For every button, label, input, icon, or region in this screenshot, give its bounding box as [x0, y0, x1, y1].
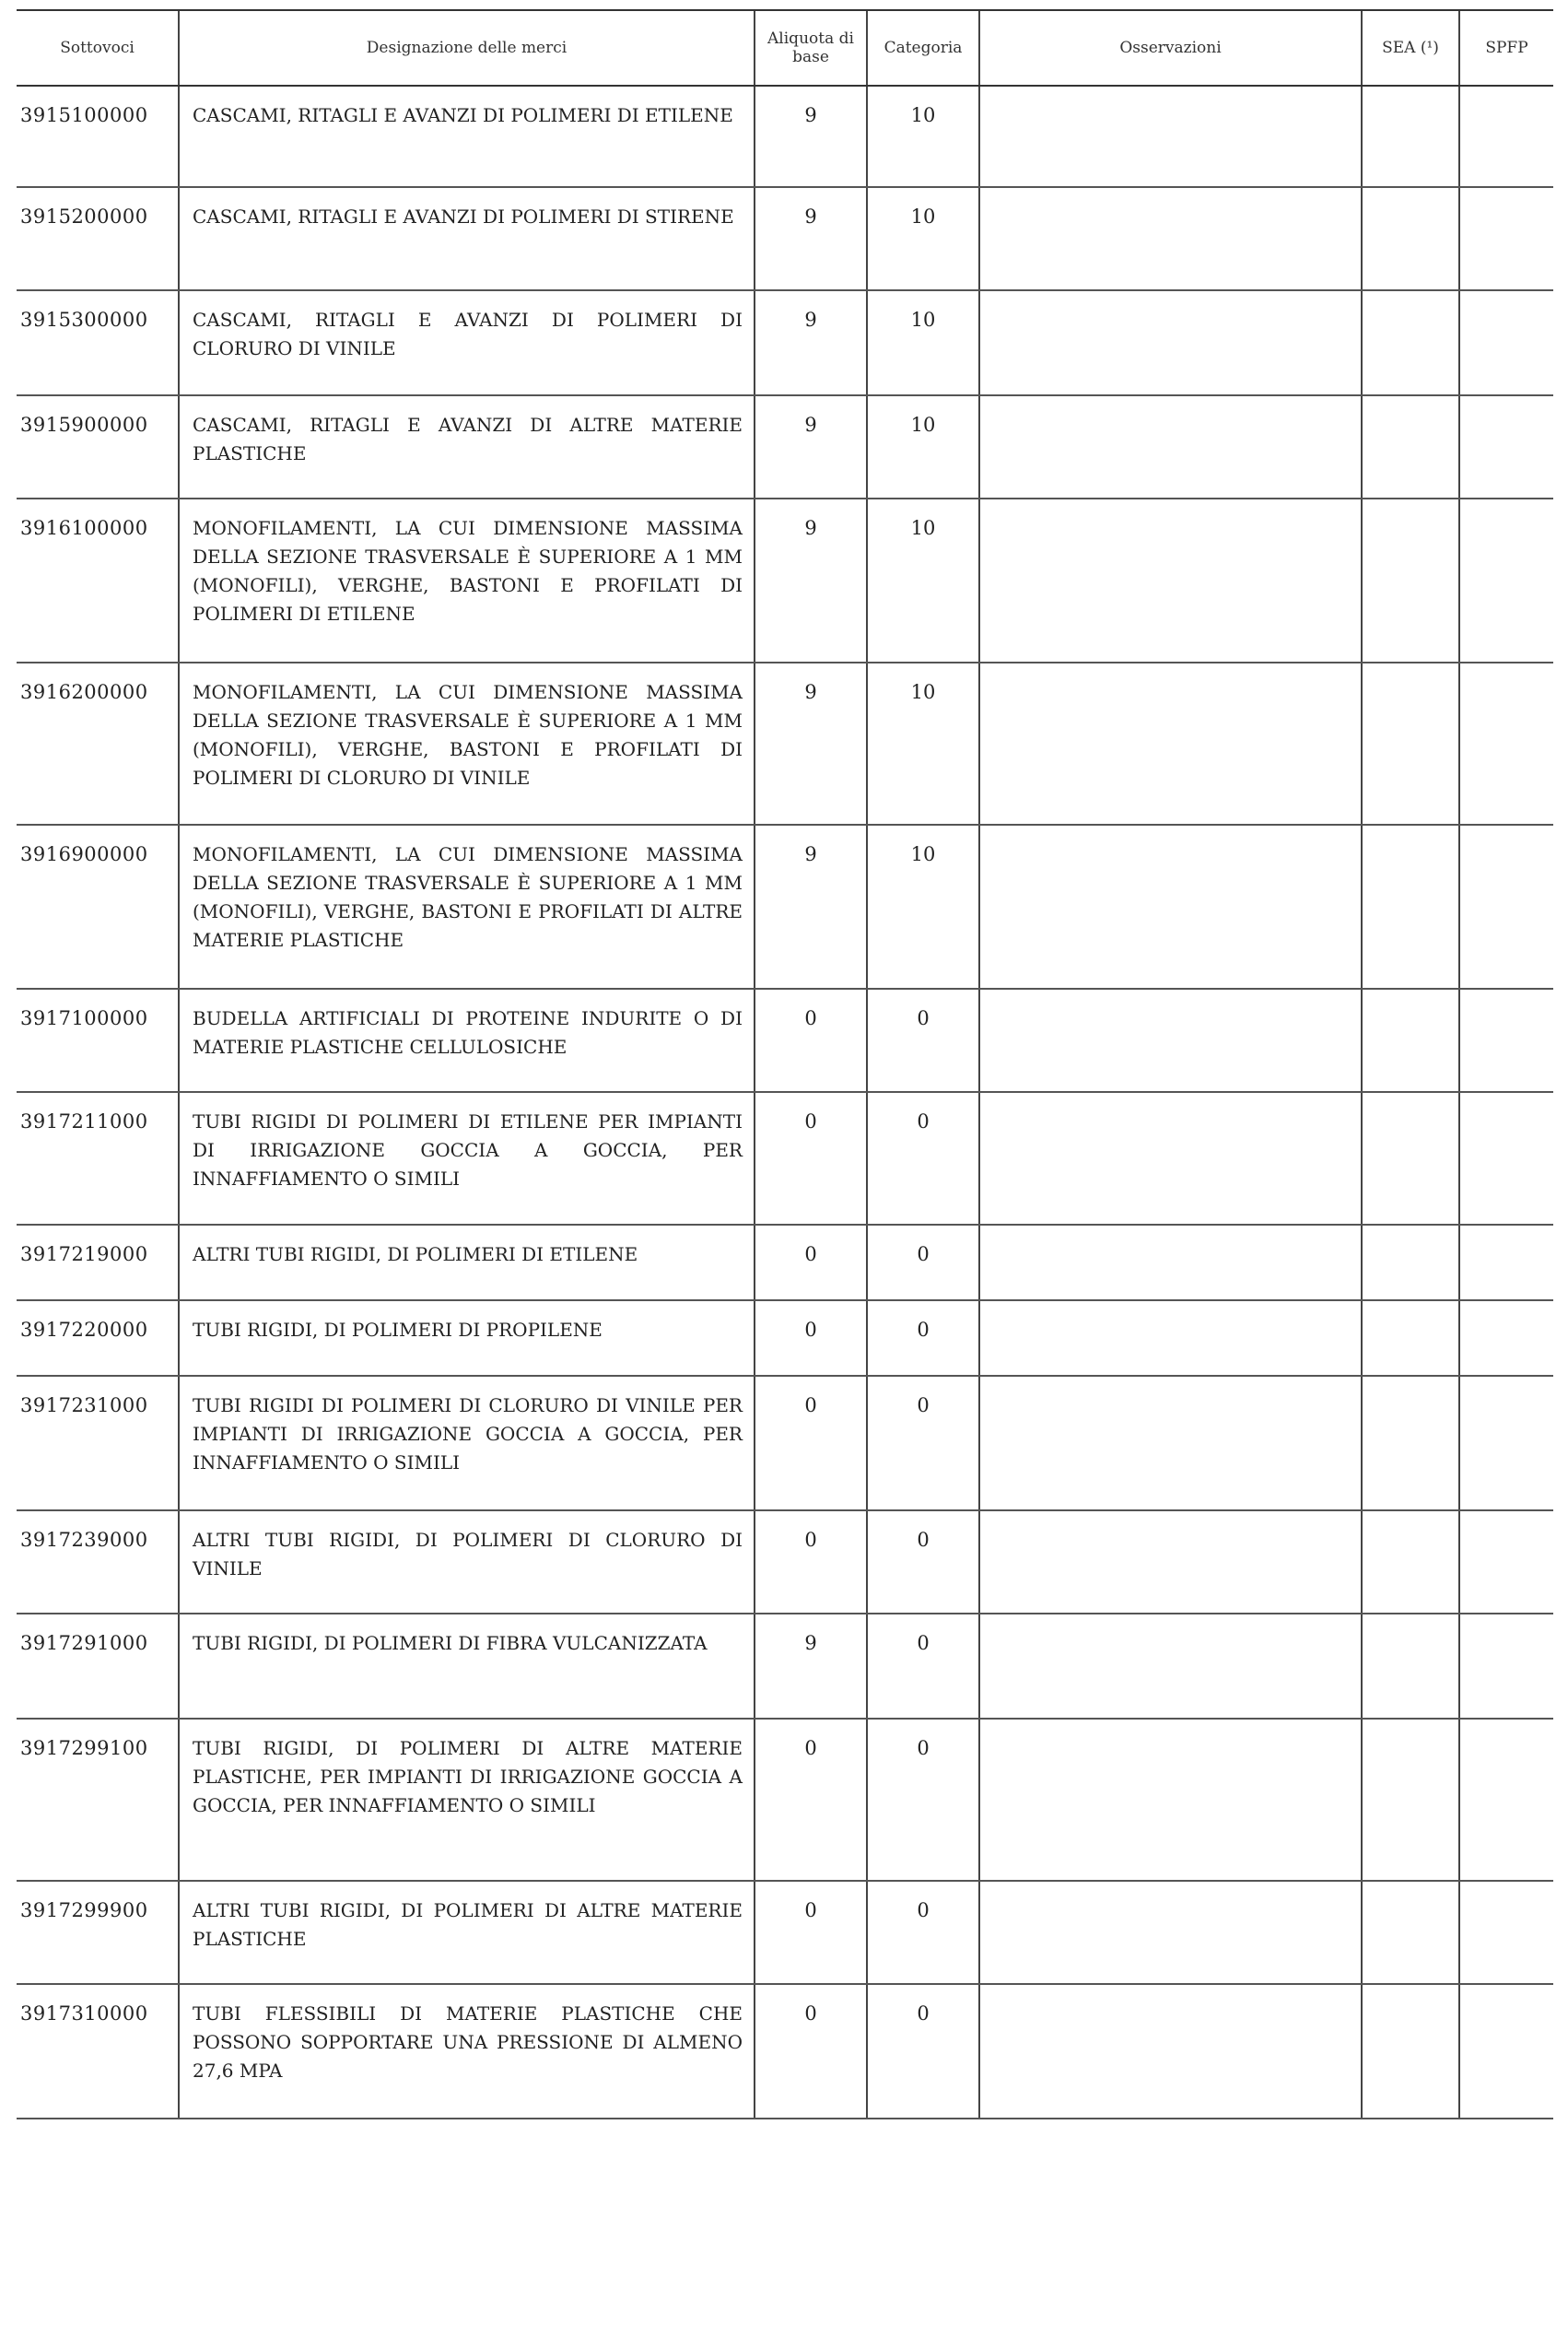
table-row — [17, 1614, 1553, 1719]
cell-description: TUBI RIGIDI, DI POLIMERI DI FIBRA VULCANIZZATA — [179, 1614, 755, 1719]
cell-description: TUBI FLESSIBILI DI MATERIE PLASTICHE CHE POSSONO SOPPORTARE UNA PRESSIONE DI ALMENO 27,6 MPA — [179, 1984, 755, 2119]
cell-category: 10 — [867, 825, 979, 989]
cell-description: MONOFILAMENTI, LA CUI DIMENSIONE MASSIMA DELLA SEZIONE TRASVERSALE È SUPERIORE A 1 MM (MONOFILI), VERGHE, BASTONI E PROFILATI DI ALTRE MATERIE PLASTICHE — [179, 825, 755, 989]
cell-observations — [979, 1376, 1362, 1510]
table-row — [17, 395, 1553, 499]
cell-rate: 9 — [755, 825, 867, 989]
cell-observations — [979, 825, 1362, 989]
header-categoria: Categoria — [867, 10, 979, 86]
cell-sea — [1362, 290, 1459, 395]
cell-description: MONOFILAMENTI, LA CUI DIMENSIONE MASSIMA DELLA SEZIONE TRASVERSALE È SUPERIORE A 1 MM (MONOFILI), VERGHE, BASTONI E PROFILATI DI POLIMERI DI ETILENE — [179, 499, 755, 663]
header-spfp: SPFP — [1459, 10, 1553, 86]
cell-code: 3916200000 — [17, 663, 179, 825]
table-header — [17, 10, 1553, 86]
table-row — [17, 825, 1553, 989]
table-row — [17, 1092, 1553, 1225]
cell-sea — [1362, 1300, 1459, 1376]
cell-observations — [979, 1510, 1362, 1614]
cell-code: 3916100000 — [17, 499, 179, 663]
cell-category: 0 — [867, 1881, 979, 1984]
cell-description: ALTRI TUBI RIGIDI, DI POLIMERI DI CLORURO DI VINILE — [179, 1510, 755, 1614]
cell-rate: 0 — [755, 1984, 867, 2119]
cell-observations — [979, 663, 1362, 825]
cell-spfp — [1459, 989, 1553, 1092]
cell-category: 0 — [867, 1984, 979, 2119]
cell-spfp — [1459, 1510, 1553, 1614]
cell-sea — [1362, 1719, 1459, 1881]
cell-rate: 9 — [755, 86, 867, 187]
cell-code: 3915100000 — [17, 86, 179, 187]
table-row — [17, 1881, 1553, 1984]
cell-rate: 9 — [755, 1614, 867, 1719]
cell-description: ALTRI TUBI RIGIDI, DI POLIMERI DI ETILENE — [179, 1225, 755, 1300]
cell-observations — [979, 1984, 1362, 2119]
cell-observations — [979, 1719, 1362, 1881]
cell-category: 10 — [867, 499, 979, 663]
cell-category: 0 — [867, 1092, 979, 1225]
cell-sea — [1362, 1614, 1459, 1719]
header-aliquota: Aliquota di base — [755, 10, 867, 86]
cell-category: 0 — [867, 1614, 979, 1719]
cell-code: 3915200000 — [17, 187, 179, 290]
table-row — [17, 187, 1553, 290]
cell-spfp — [1459, 663, 1553, 825]
table-row — [17, 1225, 1553, 1300]
cell-category: 10 — [867, 290, 979, 395]
table-row — [17, 1719, 1553, 1881]
cell-rate: 0 — [755, 1300, 867, 1376]
table-row — [17, 499, 1553, 663]
cell-rate: 9 — [755, 187, 867, 290]
cell-spfp — [1459, 1614, 1553, 1719]
cell-spfp — [1459, 1376, 1553, 1510]
cell-spfp — [1459, 1092, 1553, 1225]
cell-description: CASCAMI, RITAGLI E AVANZI DI POLIMERI DI CLORURO DI VINILE — [179, 290, 755, 395]
cell-spfp — [1459, 1225, 1553, 1300]
cell-code: 3917219000 — [17, 1225, 179, 1300]
cell-spfp — [1459, 395, 1553, 499]
cell-sea — [1362, 1092, 1459, 1225]
header-sottovoci: Sottovoci — [17, 10, 179, 86]
cell-rate: 0 — [755, 989, 867, 1092]
cell-rate: 9 — [755, 663, 867, 825]
cell-description: MONOFILAMENTI, LA CUI DIMENSIONE MASSIMA DELLA SEZIONE TRASVERSALE È SUPERIORE A 1 MM (MONOFILI), VERGHE, BASTONI E PROFILATI DI POLIMERI DI CLORURO DI VINILE — [179, 663, 755, 825]
cell-description: TUBI RIGIDI, DI POLIMERI DI ALTRE MATERIE PLASTICHE, PER IMPIANTI DI IRRIGAZIONE GOCCIA A GOCCIA, PER INNAFFIAMENTO O SIMILI — [179, 1719, 755, 1881]
document-page — [17, 9, 1553, 2119]
cell-observations — [979, 1881, 1362, 1984]
cell-spfp — [1459, 1984, 1553, 2119]
table-row — [17, 290, 1553, 395]
cell-code: 3917291000 — [17, 1614, 179, 1719]
cell-observations — [979, 187, 1362, 290]
cell-rate: 0 — [755, 1225, 867, 1300]
cell-spfp — [1459, 1881, 1553, 1984]
cell-code: 3917220000 — [17, 1300, 179, 1376]
cell-sea — [1362, 1984, 1459, 2119]
cell-sea — [1362, 825, 1459, 989]
table-row — [17, 1984, 1553, 2119]
cell-sea — [1362, 499, 1459, 663]
cell-code: 3917299100 — [17, 1719, 179, 1881]
cell-sea — [1362, 395, 1459, 499]
header-sea: SEA (¹) — [1362, 10, 1459, 86]
table-row — [17, 1510, 1553, 1614]
cell-rate: 9 — [755, 395, 867, 499]
cell-rate: 9 — [755, 499, 867, 663]
cell-category: 10 — [867, 86, 979, 187]
table-body — [17, 86, 1553, 2119]
cell-observations — [979, 1300, 1362, 1376]
cell-sea — [1362, 1225, 1459, 1300]
cell-observations — [979, 989, 1362, 1092]
cell-spfp — [1459, 1719, 1553, 1881]
cell-code: 3916900000 — [17, 825, 179, 989]
cell-category: 0 — [867, 1300, 979, 1376]
cell-code: 3917211000 — [17, 1092, 179, 1225]
header-row — [17, 10, 1553, 86]
cell-sea — [1362, 1376, 1459, 1510]
cell-category: 0 — [867, 1376, 979, 1510]
cell-description: TUBI RIGIDI DI POLIMERI DI ETILENE PER IMPIANTI DI IRRIGAZIONE GOCCIA A GOCCIA, PER INNAFFIAMENTO O SIMILI — [179, 1092, 755, 1225]
table-row — [17, 989, 1553, 1092]
cell-rate: 0 — [755, 1376, 867, 1510]
cell-observations — [979, 395, 1362, 499]
cell-description: BUDELLA ARTIFICIALI DI PROTEINE INDURITE O DI MATERIE PLASTICHE CELLULOSICHE — [179, 989, 755, 1092]
cell-observations — [979, 86, 1362, 187]
table-row — [17, 86, 1553, 187]
cell-category: 0 — [867, 1510, 979, 1614]
cell-code: 3915300000 — [17, 290, 179, 395]
cell-code: 3915900000 — [17, 395, 179, 499]
cell-category: 10 — [867, 187, 979, 290]
cell-spfp — [1459, 1300, 1553, 1376]
cell-observations — [979, 1225, 1362, 1300]
cell-rate: 0 — [755, 1881, 867, 1984]
cell-category: 0 — [867, 1225, 979, 1300]
cell-rate: 0 — [755, 1510, 867, 1614]
cell-sea — [1362, 1510, 1459, 1614]
cell-spfp — [1459, 290, 1553, 395]
cell-category: 10 — [867, 395, 979, 499]
cell-sea — [1362, 1881, 1459, 1984]
cell-description: CASCAMI, RITAGLI E AVANZI DI POLIMERI DI ETILENE — [179, 86, 755, 187]
header-designazione: Designazione delle merci — [179, 10, 755, 86]
table-row — [17, 1300, 1553, 1376]
cell-description: TUBI RIGIDI, DI POLIMERI DI PROPILENE — [179, 1300, 755, 1376]
cell-spfp — [1459, 187, 1553, 290]
cell-code: 3917299900 — [17, 1881, 179, 1984]
cell-observations — [979, 499, 1362, 663]
header-osservazioni: Osservazioni — [979, 10, 1362, 86]
cell-description: ALTRI TUBI RIGIDI, DI POLIMERI DI ALTRE MATERIE PLASTICHE — [179, 1881, 755, 1984]
cell-spfp — [1459, 499, 1553, 663]
tariff-table — [17, 9, 1553, 2119]
cell-spfp — [1459, 825, 1553, 989]
cell-spfp — [1459, 86, 1553, 187]
cell-description: CASCAMI, RITAGLI E AVANZI DI POLIMERI DI STIRENE — [179, 187, 755, 290]
cell-sea — [1362, 663, 1459, 825]
cell-description: TUBI RIGIDI DI POLIMERI DI CLORURO DI VINILE PER IMPIANTI DI IRRIGAZIONE GOCCIA A GOCCIA, PER INNAFFIAMENTO O SIMILI — [179, 1376, 755, 1510]
cell-code: 3917100000 — [17, 989, 179, 1092]
cell-code: 3917231000 — [17, 1376, 179, 1510]
cell-observations — [979, 290, 1362, 395]
cell-observations — [979, 1614, 1362, 1719]
cell-sea — [1362, 989, 1459, 1092]
cell-category: 0 — [867, 1719, 979, 1881]
cell-sea — [1362, 187, 1459, 290]
cell-code: 3917239000 — [17, 1510, 179, 1614]
cell-code: 3917310000 — [17, 1984, 179, 2119]
cell-observations — [979, 1092, 1362, 1225]
cell-sea — [1362, 86, 1459, 187]
cell-rate: 0 — [755, 1092, 867, 1225]
cell-rate: 0 — [755, 1719, 867, 1881]
table-row — [17, 663, 1553, 825]
cell-category: 0 — [867, 989, 979, 1092]
cell-description: CASCAMI, RITAGLI E AVANZI DI ALTRE MATERIE PLASTICHE — [179, 395, 755, 499]
cell-category: 10 — [867, 663, 979, 825]
cell-rate: 9 — [755, 290, 867, 395]
table-row — [17, 1376, 1553, 1510]
